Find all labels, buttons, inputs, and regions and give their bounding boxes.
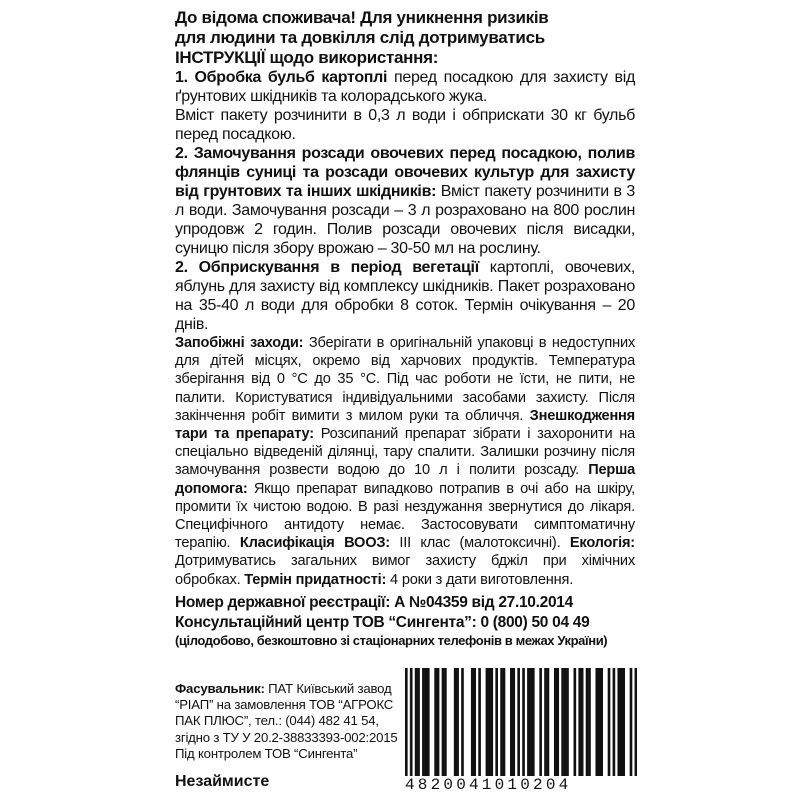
disposal-text: Розсипаний препарат зібрати і захоронити на спеціально відведеній ділянці, тару спалити. Залишки розчину після замочування розвести водою до 10 л і полити розсаду. (175, 426, 635, 479)
barcode-bar (471, 668, 474, 786)
barcode-digits: 4820041010204 (405, 776, 637, 794)
barcode-bar (444, 668, 447, 786)
barcode-bar (617, 668, 620, 786)
barcode-bar (486, 668, 489, 786)
barcode-bar (613, 668, 616, 786)
barcode-bar (574, 668, 577, 786)
barcode-bar (588, 668, 591, 786)
barcode-bar (456, 668, 459, 786)
consultation-center: Консультаційний центр ТОВ “Сингента”: 0 (800) 50 04 49 (175, 613, 590, 631)
barcode-bar (566, 668, 569, 786)
barcode-bar (503, 668, 506, 786)
shelf-life-heading: Термін придатності: (244, 571, 387, 588)
barcode-bar (417, 668, 420, 786)
barcode-bar (598, 668, 601, 786)
barcode-bar (425, 668, 428, 786)
ecology-heading: Екологія: (569, 535, 635, 552)
barcode-bar (620, 668, 623, 786)
barcode-bar (586, 668, 589, 786)
packer-text: ПАТ Київський завод “РІАП” на замовлення ТОВ “АГРОКС ПАК ПЛЮС”, тел.: (044) 482 41 54, згідно з ТУ У 20.2-38833393-002:2015 Під контролем ТОВ “Сингента” (175, 681, 398, 761)
barcode-bar (488, 668, 491, 786)
barcode-bar (442, 668, 445, 786)
warning-line-3: ІНСТРУКЦІЇ щодо використання: (175, 48, 439, 67)
barcode-bar (434, 668, 437, 786)
barcode (405, 668, 637, 796)
barcode-bar (530, 668, 533, 786)
section-3-text: картоплі, овочевих, яблунь для захисту від комплексу шкідників. Пакет розраховано на 35-40 л води для обробки 8 соток. Термін очікування – 20 днів. (175, 259, 635, 333)
barcode-bar (522, 668, 525, 786)
barcode-bar (527, 668, 530, 786)
warning-line-2: для людини та довкілля слід дотримуватись (175, 28, 545, 47)
shelf-life-text: 4 роки з дати виготовлення. (386, 571, 574, 588)
barcode-bar (630, 668, 633, 786)
barcode-bar (578, 668, 581, 786)
barcode-bars (405, 668, 637, 786)
section-1-dosage: Вміст пакету розчинити в 0,3 л води і обприскати 30 кг бульб перед посадкою. (175, 107, 635, 143)
barcode-bar (581, 668, 584, 786)
section-3-heading: 2. Обприскування в період вегетації (175, 259, 479, 276)
ecology-text: Дотримуватись загальних вимог захисту бджіл при хімічних обробках. (175, 553, 635, 588)
barcode-bar (454, 668, 457, 786)
barcode-bar (532, 668, 535, 786)
precautions-block (175, 334, 635, 589)
barcode-bar (512, 668, 515, 786)
barcode-bar (600, 668, 603, 786)
section-2-text: Вміст пакету розчинити в 3 л води. Замочування розсади – 3 л розраховано на 800 рослин упродовж 2 годин. Полив розсади овочевих після висадки, суницю після збору врожаю – 30-50 мл на рослину. (175, 183, 635, 257)
first-aid-text: Якщо препарат випадково потрапив в очі або на шкіру, промити їх чистою водою. В разі нездужання звернутися до лікаря. Специфічного антидоту немає. Застосовувати симптоматичну терапію. (175, 480, 635, 552)
barcode-bar (564, 668, 567, 786)
barcode-bar (510, 668, 513, 786)
precautions-heading: Запобіжні заходи: (175, 335, 304, 351)
barcode-bar (490, 668, 493, 786)
section-1-text: перед посадкою для захисту від ґрунтових шкідників та колорадського жука. (175, 69, 635, 105)
consumer-warning (175, 8, 635, 68)
barcode-bar (478, 668, 481, 786)
barcode-bar (561, 668, 564, 786)
barcode-bar (635, 668, 637, 786)
barcode-bar (547, 668, 550, 786)
barcode-bar (461, 668, 464, 786)
section-spraying (175, 258, 635, 334)
barcode-bar (622, 668, 625, 786)
barcode-bar (415, 668, 418, 786)
barcode-bar (539, 668, 542, 786)
barcode-bar (556, 668, 559, 786)
barcode-bar (495, 668, 498, 786)
disposal-heading: Знешкодження тари та препарату: (175, 407, 635, 443)
barcode-bar (500, 668, 503, 786)
barcode-bar (410, 668, 413, 786)
warning-line-1: До відома споживача! Для уникнення ризиків (175, 8, 549, 27)
registration-number: Номер державної реєстрації: А №04359 від 27.10.2014 (175, 593, 573, 611)
who-class-heading: Класифікація ВООЗ: (239, 535, 390, 552)
section-potato-tubers (175, 68, 635, 144)
barcode-bar (517, 668, 520, 786)
packer-info (175, 681, 400, 762)
barcode-bar (608, 668, 611, 786)
who-class-text: III клас (малотоксичні). (389, 535, 570, 552)
barcode-bar (422, 668, 425, 786)
barcode-bar (437, 668, 440, 786)
barcode-bar (544, 668, 547, 786)
section-2-heading: 2. Замочування розсади овочевих перед посадкою, полив флянців суниці та розсади овочевих культур для захисту від грунтових та інших шкідників: (175, 145, 635, 200)
section-1-heading: 1. Обробка бульб картоплі (175, 69, 388, 86)
barcode-bar (405, 668, 408, 786)
instruction-text (175, 8, 635, 649)
first-aid-heading: Перша допомога: (175, 462, 635, 497)
consultation-note: (цілодобово, безкоштовно зі стаціонарних телефонів в межах України) (175, 632, 608, 648)
brand-name: Незаймисте (175, 773, 270, 790)
barcode-bar (554, 668, 557, 786)
barcode-bar (473, 668, 476, 786)
packer-label: Фасувальник: (175, 681, 265, 696)
precautions-text: Зберігати в оригінальній упаковці в недоступних для дітей місцях, окремо від харчових продуктів. Температура зберігання від 0 °С до 35 °С. Під час роботи не їсти, не пити, не палити. Користуватися індивідуальними засобами захисту. Після закінчення робіт вимити з милом руки та обличчя. (175, 335, 635, 424)
section-seedlings (175, 144, 635, 258)
barcode-bar (427, 668, 430, 786)
barcode-bar (595, 668, 598, 786)
